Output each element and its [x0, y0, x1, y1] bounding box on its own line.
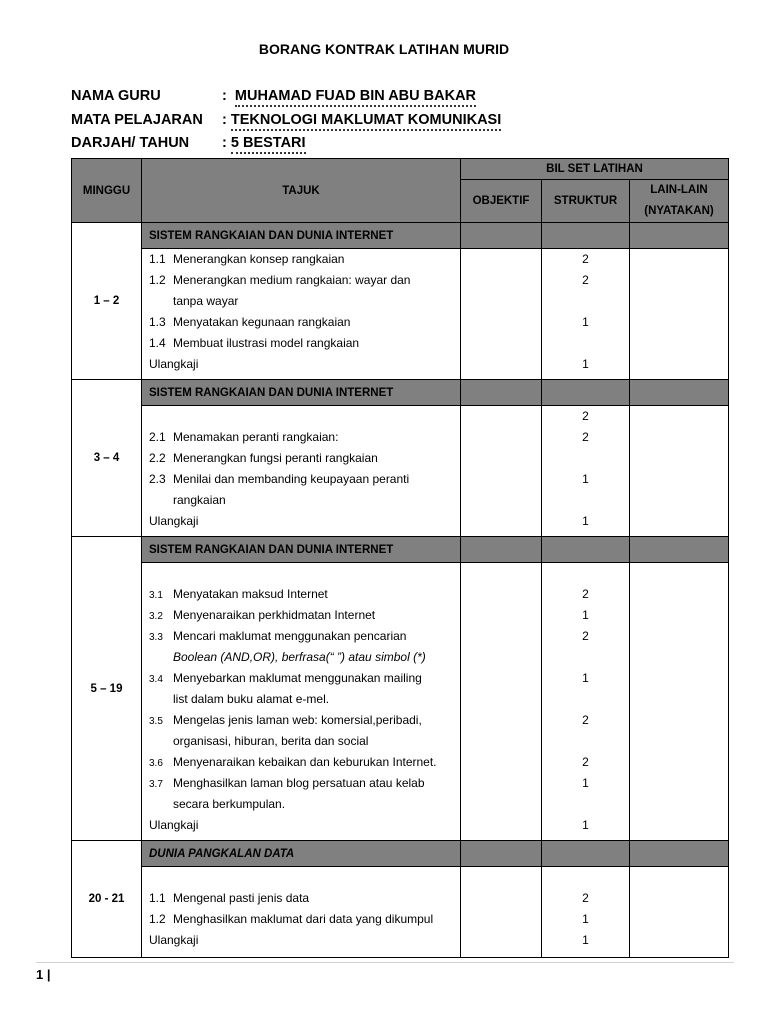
struktur-value: [542, 647, 629, 668]
struktur-cell: [542, 563, 630, 841]
darjah-value: 5 BESTARI: [231, 135, 306, 154]
section-header-blank: [461, 223, 542, 249]
struktur-value: 1: [582, 671, 589, 685]
header-tajuk: TAJUK: [142, 159, 461, 223]
spacer: [149, 836, 460, 840]
struktur-value: [542, 291, 629, 312]
section-title-text: SISTEM RANGKAIAN DAN DUNIA INTERNET: [149, 229, 394, 242]
item-text: Ulangkaji: [149, 357, 199, 371]
item-number: 3.4: [149, 674, 163, 685]
item-number: 1.2: [149, 273, 166, 287]
section-header-blank: [630, 537, 729, 563]
struktur-value: 1: [582, 818, 589, 832]
item-text: Ulangkaji: [149, 933, 199, 947]
header-lain-lain-label: LAIN-LAIN: [650, 184, 708, 196]
spacer: [149, 375, 460, 379]
section-items: [142, 406, 461, 537]
section-header-blank: [542, 841, 630, 867]
darjah-label: DARJAH/ TAHUN: [71, 135, 190, 151]
lain-lain-cell: [630, 249, 729, 380]
spacer: [149, 532, 460, 536]
struktur-value: [542, 448, 629, 469]
header-struktur: STRUKTUR: [542, 180, 630, 223]
list-item: [149, 511, 460, 532]
list-item: [149, 668, 460, 689]
objektif-cell: [461, 406, 542, 537]
contract-table: [71, 158, 729, 958]
struktur-value: [542, 689, 629, 710]
section-title-text: SISTEM RANGKAIAN DAN DUNIA INTERNET: [149, 386, 394, 399]
item-text: Menyenaraikan perkhidmatan Internet: [173, 608, 376, 622]
struktur-value: 2: [582, 273, 589, 287]
list-item: [149, 354, 460, 375]
colon: :: [222, 88, 227, 104]
section-title: [142, 841, 461, 867]
section-header-blank: [461, 537, 542, 563]
list-item: [149, 647, 460, 668]
item-number: 3.1: [149, 590, 163, 601]
struktur-value: 2: [582, 587, 589, 601]
item-text: Ulangkaji: [149, 818, 199, 832]
struktur-value: 1: [582, 608, 589, 622]
page-number: 1 |: [36, 967, 51, 982]
item-number: 3.2: [149, 611, 163, 622]
section-title: [142, 537, 461, 563]
struktur-value: [542, 731, 629, 752]
item-text: Membuat ilustrasi model rangkaian: [173, 336, 360, 350]
section-header-blank: [630, 223, 729, 249]
item-text: Menerangkan konsep rangkaian: [173, 252, 345, 266]
item-text: Menyebarkan maklumat menggunakan mailing: [173, 671, 422, 685]
struktur-value: [542, 333, 629, 354]
objektif-cell: [461, 867, 542, 958]
list-item: [149, 689, 460, 710]
item-number: 3.5: [149, 716, 163, 727]
list-item: [149, 794, 460, 815]
item-text: rangkaian: [173, 493, 226, 507]
item-text: Boolean (AND,OR), berfrasa(“ ”) atau simbol (*): [173, 650, 426, 664]
mata-pelajaran-label: MATA PELAJARAN: [71, 112, 203, 128]
item-number: 2.1: [149, 430, 166, 444]
item-text: Mencari maklumat menggunakan pencarian: [173, 629, 407, 643]
item-text: organisasi, hiburan, berita dan social: [173, 734, 369, 748]
item-text: Menghasilkan laman blog persatuan atau kelab: [173, 776, 425, 790]
list-item: [149, 710, 460, 731]
struktur-cell: [542, 867, 630, 958]
list-item: [149, 731, 460, 752]
item-text: Menyatakan kegunaan rangkaian: [173, 315, 351, 329]
list-item: [149, 333, 460, 354]
list-item: [149, 605, 460, 626]
section-items: [142, 867, 461, 958]
mata-pelajaran-value-wrap: [222, 112, 501, 128]
struktur-value: 2: [582, 252, 589, 266]
section-header-blank: [461, 380, 542, 406]
struktur-value: 2: [582, 430, 589, 444]
item-number: 1.2: [149, 912, 166, 926]
item-text: Menyatakan maksud Internet: [173, 587, 328, 601]
struktur-value: [542, 563, 629, 584]
struktur-value: 1: [582, 776, 589, 790]
lain-lain-cell: [630, 406, 729, 537]
minggu-cell: 5 – 19: [72, 537, 142, 841]
item-number: 2.3: [149, 472, 166, 486]
struktur-value: 2: [582, 755, 589, 769]
struktur-value: [542, 490, 629, 511]
struktur-value: 1: [582, 933, 589, 947]
objektif-cell: [461, 249, 542, 380]
item-text: tanpa wayar: [173, 294, 239, 308]
minggu-cell: 3 – 4: [72, 380, 142, 537]
struktur-value: 1: [582, 472, 589, 486]
struktur-value: 2: [582, 713, 589, 727]
struktur-value: 1: [582, 357, 589, 371]
mata-pelajaran-value: TEKNOLOGI MAKLUMAT KOMUNIKASI: [231, 112, 501, 131]
section-title-text: SISTEM RANGKAIAN DAN DUNIA INTERNET: [149, 543, 394, 556]
list-item: [149, 291, 460, 312]
list-item: [149, 909, 460, 930]
colon: :: [222, 135, 227, 151]
lain-lain-cell: [630, 563, 729, 841]
item-number: 3.7: [149, 779, 163, 790]
nama-guru-label: NAMA GURU: [71, 88, 161, 104]
list-item: [149, 815, 460, 836]
item-text: Menyenaraikan kebaikan dan keburukan Internet.: [173, 755, 437, 769]
section-header-blank: [542, 223, 630, 249]
darjah-value-wrap: [222, 135, 306, 151]
objektif-cell: [461, 563, 542, 841]
section-title: [142, 380, 461, 406]
item-number: 3.6: [149, 758, 163, 769]
nama-guru-value-wrap: [222, 88, 476, 104]
list-item: [149, 626, 460, 647]
list-item: [149, 563, 460, 584]
section-items: [142, 249, 461, 380]
list-item: [149, 249, 460, 270]
list-item: [149, 752, 460, 773]
section-title-text: DUNIA PANGKALAN DATA: [149, 847, 295, 860]
list-item: [149, 427, 460, 448]
header-nyatakan-label: (NYATAKAN): [644, 205, 714, 217]
lain-lain-cell: [630, 867, 729, 958]
item-number: 1.1: [149, 891, 166, 905]
spacer: [149, 951, 460, 957]
item-text: Menerangkan medium rangkaian: wayar dan: [173, 273, 411, 287]
struktur-value: [542, 867, 629, 888]
item-number: 3.3: [149, 632, 163, 643]
section-header-blank: [542, 537, 630, 563]
section-header-blank: [542, 380, 630, 406]
document-title: BORANG KONTRAK LATIHAN MURID: [258, 41, 510, 57]
minggu-cell: 20 - 21: [72, 841, 142, 958]
struktur-cell: [542, 249, 630, 380]
item-text: Menerangkan fungsi peranti rangkaian: [173, 451, 378, 465]
struktur-value: 1: [582, 912, 589, 926]
item-number: 1.3: [149, 315, 166, 329]
struktur-value: 2: [582, 629, 589, 643]
struktur-value: 2: [582, 891, 589, 905]
struktur-value: 2: [582, 409, 589, 423]
section-title: [142, 223, 461, 249]
list-item: [149, 270, 460, 291]
list-item: [149, 867, 460, 888]
item-text: Menghasilkan maklumat dari data yang dikumpul: [173, 912, 434, 926]
item-number: 1.4: [149, 336, 166, 350]
section-header-blank: [461, 841, 542, 867]
item-number: 1.1: [149, 252, 166, 266]
list-item: [149, 312, 460, 333]
table-body: [72, 223, 729, 958]
list-item: [149, 490, 460, 511]
item-text: Menamakan peranti rangkaian:: [173, 430, 339, 444]
item-text: list dalam buku alamat e-mel.: [173, 692, 330, 706]
item-text: secara berkumpulan.: [173, 797, 286, 811]
list-item: [149, 888, 460, 909]
nama-guru-value: MUHAMAD FUAD BIN ABU BAKAR: [235, 88, 476, 107]
list-item: [149, 584, 460, 605]
header-minggu: MINGGU: [72, 159, 142, 223]
header-bil-set: BIL SET LATIHAN: [461, 159, 729, 180]
item-text: Ulangkaji: [149, 514, 199, 528]
footer-divider: [36, 962, 734, 963]
section-items: [142, 563, 461, 841]
colon: :: [222, 112, 227, 128]
item-text: Mengelas jenis laman web: komersial,peribadi,: [173, 713, 422, 727]
minggu-cell: 1 – 2: [72, 223, 142, 380]
section-header-blank: [630, 841, 729, 867]
struktur-value: [542, 794, 629, 815]
list-item: [149, 469, 460, 490]
list-item: [149, 930, 460, 951]
struktur-value: 1: [582, 315, 589, 329]
struktur-cell: [542, 406, 630, 537]
item-text: Mengenal pasti jenis data: [173, 891, 310, 905]
list-item: [149, 406, 460, 427]
section-header-blank: [630, 380, 729, 406]
struktur-value: 1: [582, 514, 589, 528]
header-lain-lain: [630, 180, 729, 223]
item-number: 2.2: [149, 451, 166, 465]
item-text: Menilai dan membanding keupayaan peranti: [173, 472, 410, 486]
list-item: [149, 773, 460, 794]
header-objektif: OBJEKTIF: [461, 180, 542, 223]
list-item: [149, 448, 460, 469]
